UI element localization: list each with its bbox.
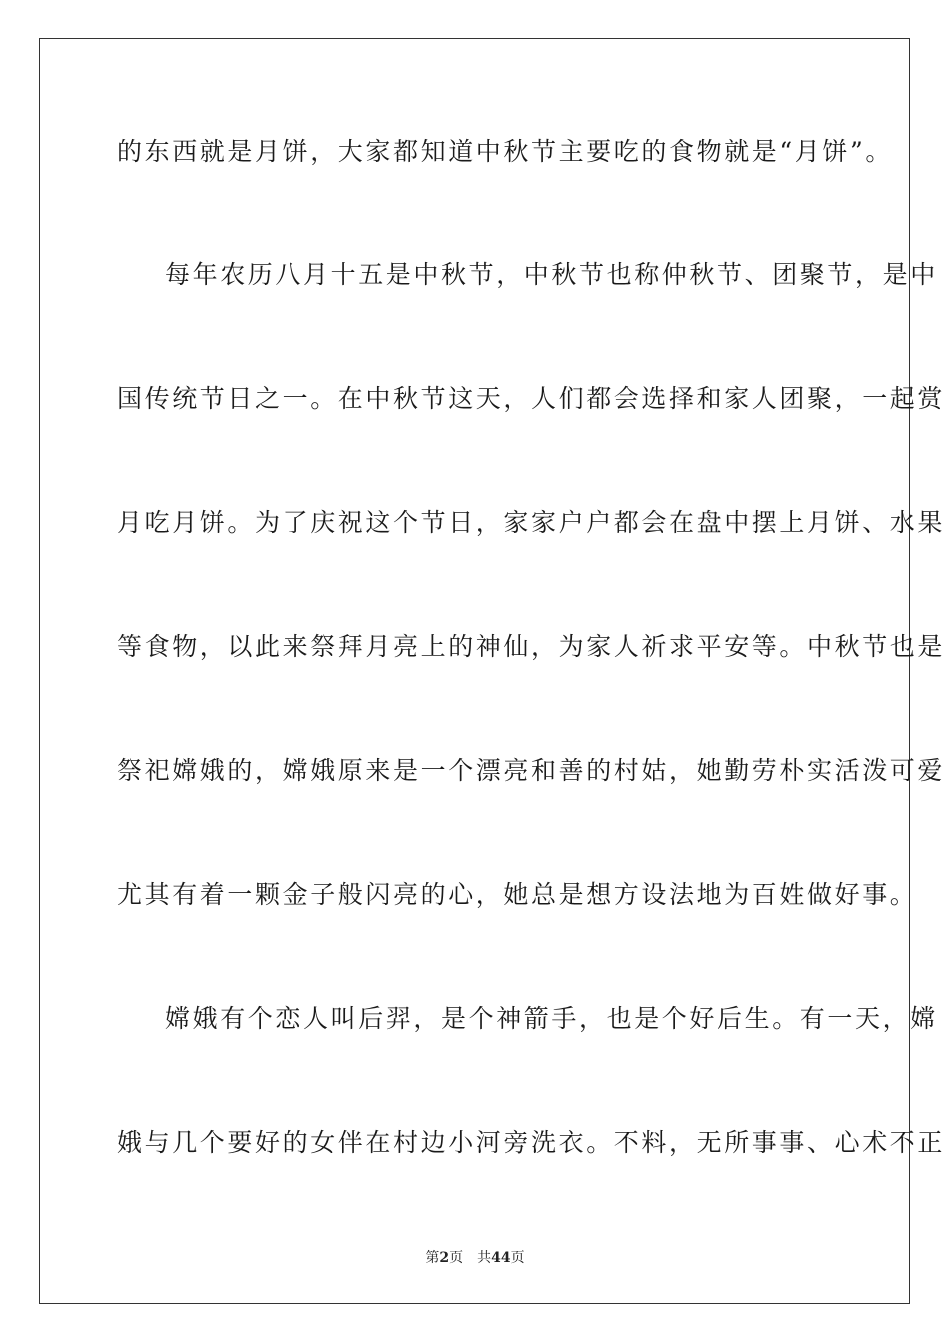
page-footer [0, 1249, 950, 1267]
total-pages: 44 [491, 1250, 511, 1266]
text-line: 娥与几个要好的女伴在村边小河旁洗衣。不料，无所事事、心术不正 [117, 1128, 946, 1157]
paragraph-first-line: 每年农历八月十五是中秋节，中秋节也称仲秋节、团聚节，是中 [165, 260, 938, 289]
page-prefix: 第 [425, 1250, 440, 1266]
text-line: 的东西就是月饼，大家都知道中秋节主要吃的食物就是“月饼”。 [117, 137, 893, 166]
text-line: 祭祀嫦娥的，嫦娥原来是一个漂亮和善的村姑，她勤劳朴实活泼可爱 [117, 756, 946, 785]
text-line: 月吃月饼。为了庆祝这个节日，家家户户都会在盘中摆上月饼、水果 [117, 508, 946, 537]
text-line: 尤其有着一颗金子般闪亮的心，她总是想方设法地为百姓做好事。 [117, 880, 918, 909]
text-line: 国传统节日之一。在中秋节这天，人们都会选择和家人团聚，一起赏 [117, 384, 946, 413]
page-number: 2 [439, 1250, 450, 1266]
text-line: 等食物，以此来祭拜月亮上的神仙，为家人祈求平安等。中秋节也是 [117, 632, 946, 661]
page-suffix: 页 [449, 1250, 464, 1266]
paragraph-first-line: 嫦娥有个恋人叫后羿，是个神箭手，也是个好后生。有一天，嫦 [165, 1004, 938, 1033]
page-border [39, 38, 946, 1304]
total-prefix: 共 [477, 1250, 492, 1266]
total-suffix: 页 [510, 1250, 525, 1266]
